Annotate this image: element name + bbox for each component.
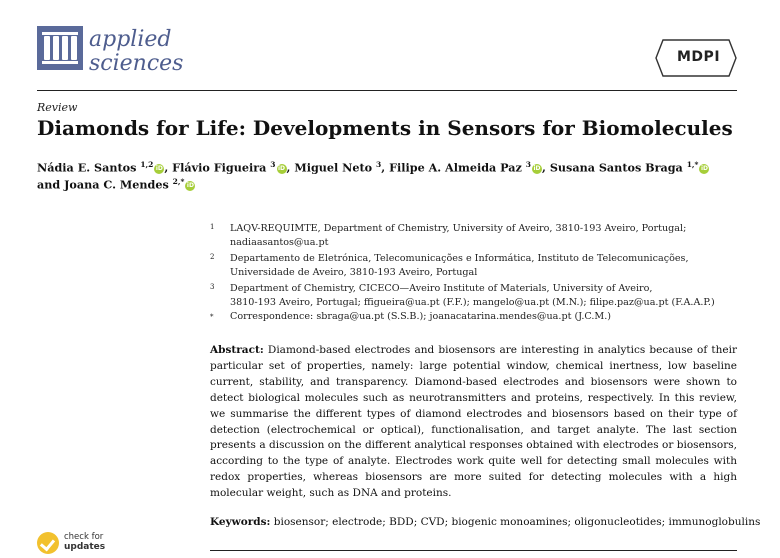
affiliation-number: 3 bbox=[210, 283, 215, 291]
affiliation-line: 3810-193 Aveiro, Portugal; ffigueira@ua.pt (F.F.); mangelo@ua.pt (M.N.); filipe.paz@ua.pt (F.A.A.P.) bbox=[230, 297, 715, 308]
author-affiliation-sup: 3 bbox=[270, 160, 276, 169]
affiliation-email[interactable]: nadiaasantos@ua.pt bbox=[230, 237, 329, 248]
check-for-updates-button[interactable] bbox=[37, 530, 147, 558]
affiliation-1 bbox=[210, 222, 730, 250]
author-name[interactable]: Flávio Figueira bbox=[172, 160, 267, 175]
author-affiliation-sup: 2,* bbox=[172, 177, 185, 186]
author-affiliation-sup: 3 bbox=[376, 160, 382, 169]
affiliation-line: LAQV-REQUIMTE, Department of Chemistry, University of Aveiro, 3810-193 Aveiro, Portugal; bbox=[230, 223, 687, 234]
author-separator: , bbox=[164, 160, 173, 175]
author-separator: , bbox=[381, 160, 390, 175]
orcid-icon[interactable]: iD bbox=[533, 164, 541, 172]
affiliation-line: Departamento de Eletrónica, Telecomunicações e Informática, Instituto de Telecomunicações, bbox=[230, 253, 689, 264]
article-type: Review bbox=[37, 101, 78, 114]
correspondence-marker: * bbox=[210, 313, 214, 321]
journal-name-line2: sciences bbox=[89, 51, 184, 76]
keywords-label: Keywords: bbox=[210, 516, 271, 528]
affiliation-line: Department of Chemistry, CICECO—Aveiro Institute of Materials, University of Aveiro, bbox=[230, 283, 653, 294]
check-for-updates-icon bbox=[37, 532, 59, 554]
author-separator: , bbox=[542, 160, 550, 175]
correspondence bbox=[210, 310, 730, 324]
keywords bbox=[210, 516, 760, 528]
affiliation-2 bbox=[210, 252, 730, 280]
header-divider bbox=[37, 90, 737, 91]
author-separator: , bbox=[286, 160, 295, 175]
journal-name-line1: applied bbox=[89, 27, 172, 52]
journal-logo-icon bbox=[37, 26, 83, 70]
author-list-line2 bbox=[37, 177, 195, 192]
publisher-logo bbox=[655, 38, 737, 78]
orcid-icon[interactable]: iD bbox=[155, 164, 163, 172]
orcid-icon[interactable]: iD bbox=[186, 181, 194, 189]
check-for-updates-line1: check for bbox=[64, 532, 104, 542]
affiliation-line: Universidade de Aveiro, 3810-193 Aveiro, Portugal bbox=[230, 267, 478, 278]
publisher-name: MDPI bbox=[677, 49, 721, 65]
author-name[interactable]: Miguel Neto bbox=[294, 160, 373, 175]
author-affiliation-sup: 1,* bbox=[686, 160, 699, 169]
affiliation-number: 1 bbox=[210, 223, 215, 231]
abstract-label: Abstract: bbox=[210, 344, 264, 356]
affiliation-3 bbox=[210, 282, 730, 310]
author-name[interactable]: Nádia E. Santos bbox=[37, 160, 137, 175]
affiliation-number: 2 bbox=[210, 253, 215, 261]
orcid-icon[interactable]: iD bbox=[277, 164, 286, 172]
article-title: Diamonds for Life: Developments in Sensors for Biomolecules bbox=[37, 116, 733, 140]
author-name[interactable]: and Joana C. Mendes bbox=[37, 177, 169, 192]
author-name[interactable]: Susana Santos Braga bbox=[549, 160, 683, 175]
footer-divider bbox=[210, 550, 737, 551]
author-list-line1 bbox=[37, 160, 709, 175]
keywords-text: biosensor; electrode; BDD; CVD; biogenic monoamines; oligonucleotides; immunoglobulins bbox=[273, 516, 761, 528]
check-for-updates-line2: updates bbox=[64, 542, 106, 552]
orcid-icon[interactable]: iD bbox=[700, 164, 708, 172]
correspondence-line: Correspondence: sbraga@ua.pt (S.S.B.); joanacatarina.mendes@ua.pt (J.C.M.) bbox=[230, 311, 612, 322]
abstract-text: Diamond-based electrodes and biosensors are interesting in analytics because of their particular set of properties, namely: large potential window, chemical inertness, low baseline current, stability, and transparency. Diamond-based electrodes and biosensors were shown to detect biological molecules such as neurotransmitters and proteins, respectively. In this review, we summarise the different types of diamond electrodes and biosensors based on their type of detection (electrochemical or optical), functionalisation, and target analyte. The last section presents a discussion on the different analytical responses obtained with electrodes or biosensors, according to the type of analyte. Electrodes work quite well for detecting small molecules with redox properties, whereas biosensors are more suited for detecting molecules with a high molecular weight, such as DNA and proteins. bbox=[210, 344, 737, 500]
author-affiliation-sup: 3 bbox=[525, 160, 532, 169]
author-name[interactable]: Filipe A. Almeida Paz bbox=[389, 160, 522, 175]
author-affiliation-sup: 1,2 bbox=[140, 160, 154, 169]
abstract bbox=[210, 343, 737, 502]
